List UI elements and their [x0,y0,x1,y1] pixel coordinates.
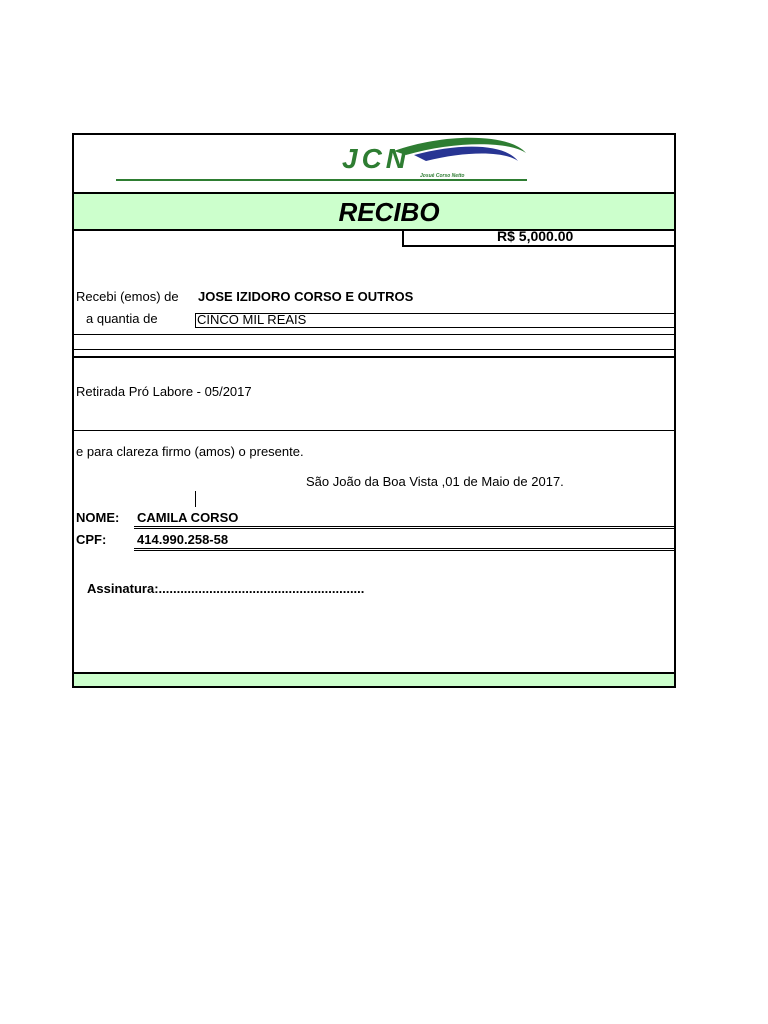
receipt-title: RECIBO [338,197,440,227]
reference-text: Retirada Pró Labore - 05/2017 [76,384,252,399]
logo-tagline: Josué Corso Netto [420,173,465,179]
clarity-text: e para clareza firmo (amos) o presente. [76,444,304,459]
place-date-text: São João da Boa Vista ,01 de Maio de 2017. [306,474,564,489]
jcn-logo [334,135,534,181]
payer-value: JOSE IZIDORO CORSO E OUTROS [198,289,414,304]
amount-value: R$ 5,000.00 [497,228,574,244]
sum-field [195,313,675,328]
sum-value: CINCO MIL REAIS [197,312,307,327]
logo-underline [116,179,527,181]
divider [74,356,674,358]
text-cursor-mark [195,491,196,507]
name-label: NOME: [76,510,120,525]
divider [74,334,674,335]
divider [74,430,674,431]
title-band [74,192,674,231]
name-underline [134,526,674,529]
sum-label: a quantia de [86,311,158,326]
receipt-document [72,133,676,688]
amount-box [402,229,676,247]
cpf-label: CPF: [76,532,107,547]
divider [74,349,674,350]
footer-band [74,672,674,686]
logo-text: JCN [342,143,411,174]
signature-line: Assinatura:......................................................... [87,581,365,596]
logo-header [74,135,674,192]
payer-label: Recebi (emos) de [76,289,179,304]
cpf-value: 414.990.258-58 [137,532,229,547]
cpf-underline [134,548,674,551]
name-value: CAMILA CORSO [137,510,239,525]
